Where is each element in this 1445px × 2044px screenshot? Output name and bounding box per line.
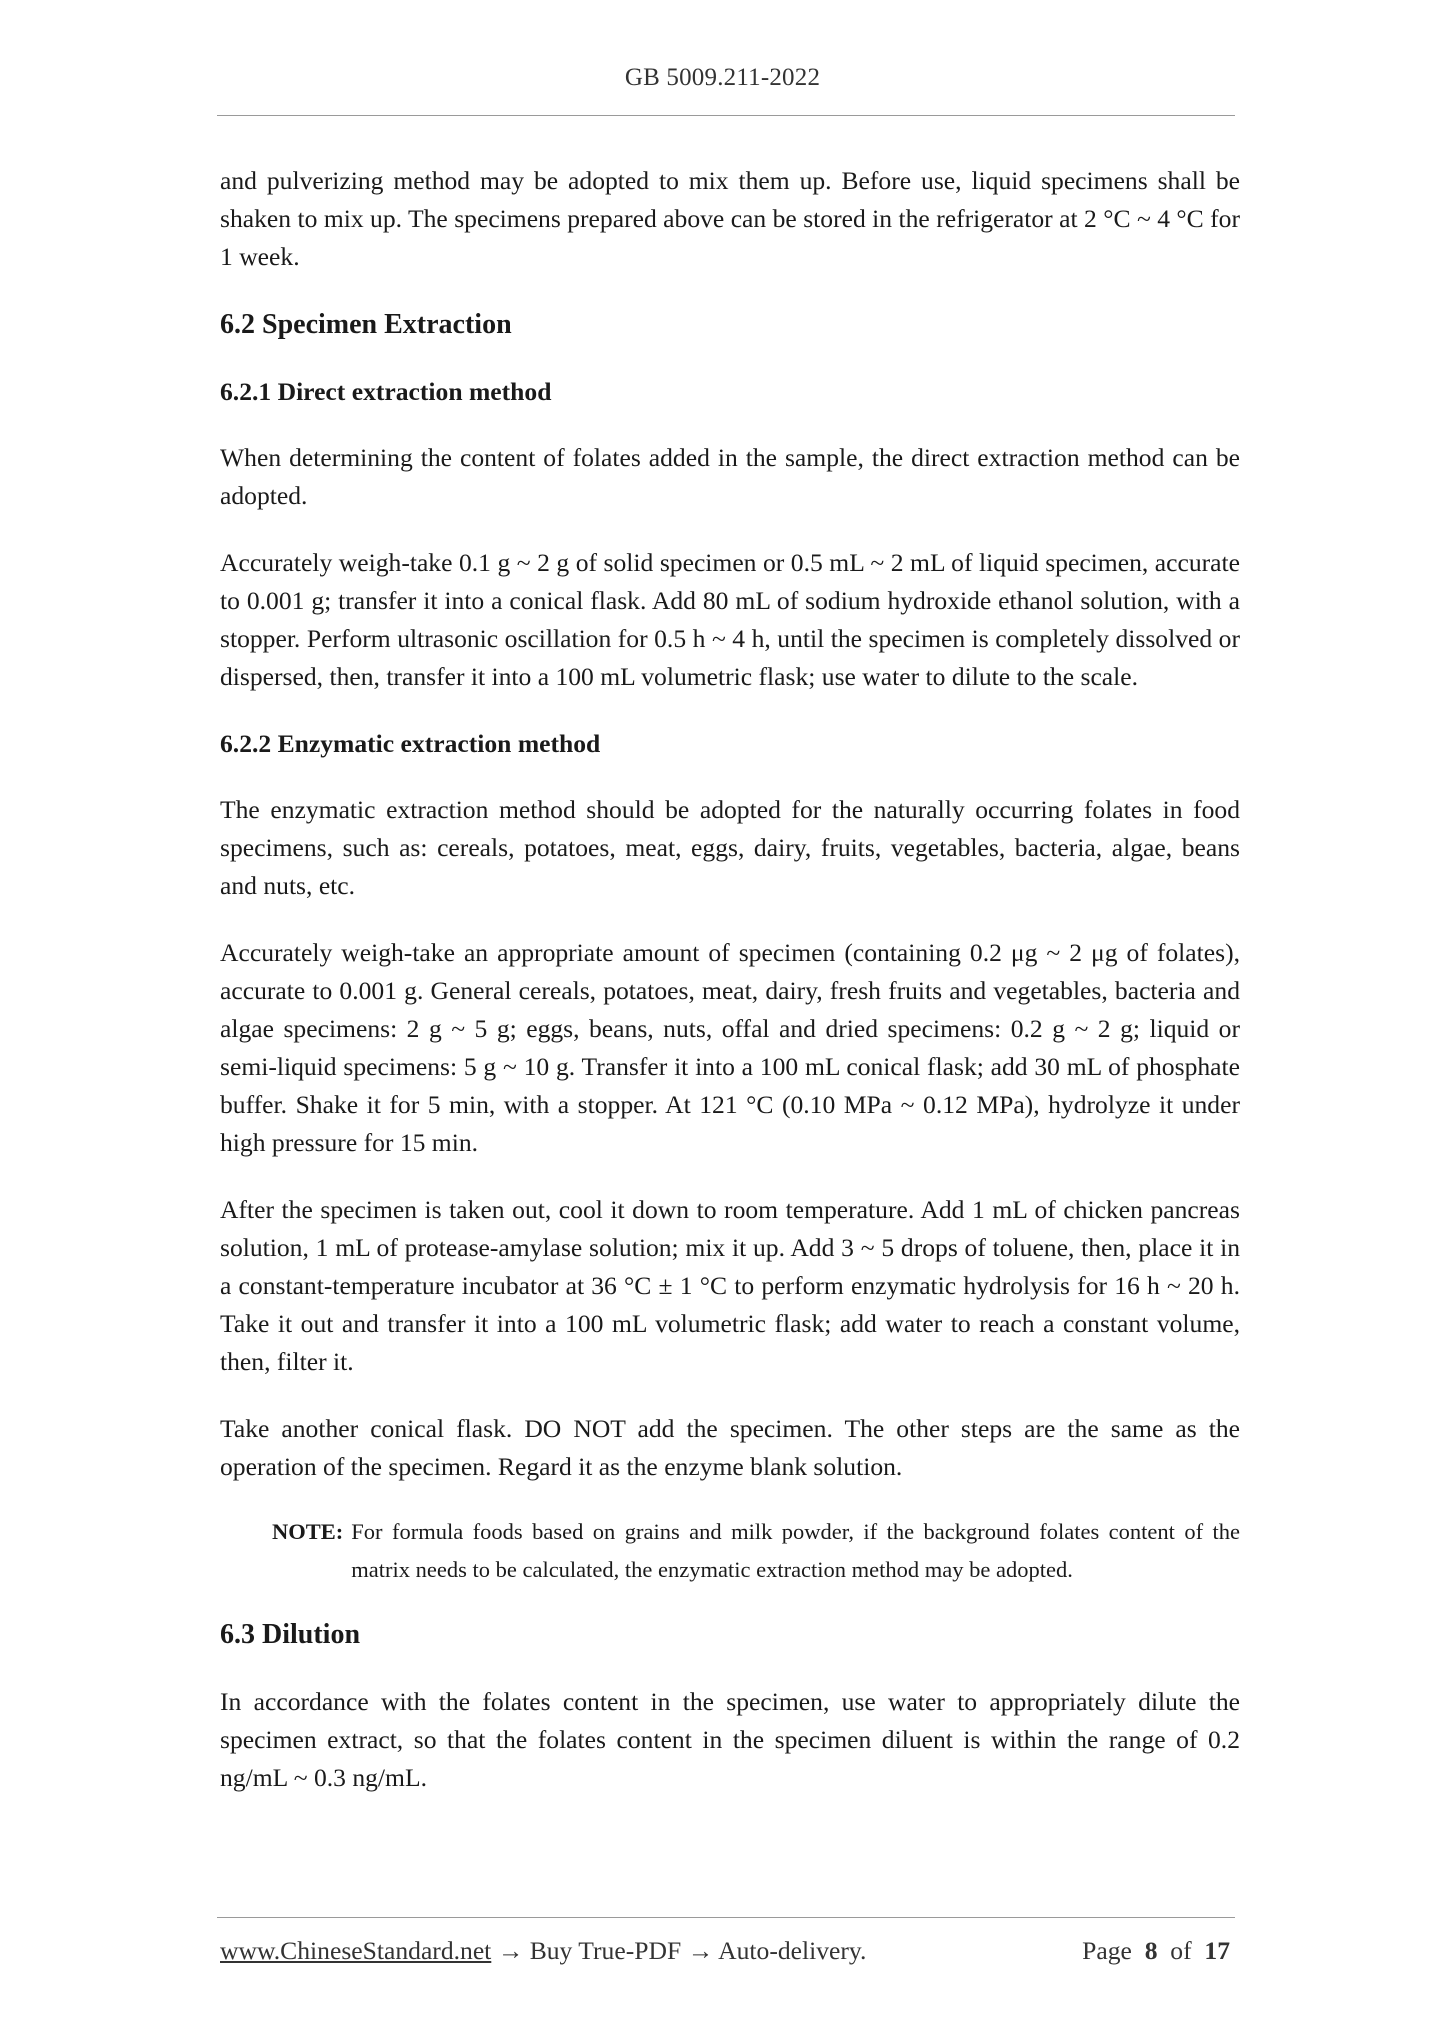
paragraph: Accurately weigh-take 0.1 g ~ 2 g of solid specimen or 0.5 mL ~ 2 mL of liquid specimen, accurate to 0.001 g; transfer it into a conical flask. Add 80 mL of sodium hydroxide ethanol solution, with a stopper. Perform ultrasonic oscillation for 0.5 h ~ 4 h, until the specimen is completely dissolved or dispersed, then, transfer it into a 100 mL volumetric flask; use water to dilute to the scale. xyxy=(220,548,1240,691)
note-text: For formula foods based on grains and milk powder, if the background folates content of the matrix needs to be calculated, the enzymatic extraction method may be adopted. xyxy=(351,1519,1240,1582)
page-of: of xyxy=(1170,1936,1192,1965)
footer-promo xyxy=(220,1936,866,1966)
page-label: Page xyxy=(1082,1936,1132,1965)
page-number xyxy=(1082,1936,1230,1966)
section-6-2-2-heading: 6.2.2 Enzymatic extraction method xyxy=(220,729,601,758)
section-6-2-1-heading: 6.2.1 Direct extraction method xyxy=(220,377,552,406)
document-code: GB 5009.211-2022 xyxy=(624,64,821,91)
promo-text: → Buy True-PDF → Auto-delivery. xyxy=(491,1936,867,1965)
paragraph: The enzymatic extraction method should be adopted for the naturally occurring folates in food specimens, such as: cereals, potatoes, meat, eggs, dairy, fruits, vegetables, bacteria, algae, beans and nuts, etc. xyxy=(220,795,1240,900)
paragraph: After the specimen is taken out, cool it down to room temperature. Add 1 mL of chicken pancreas solution, 1 mL of protease-amylase solution; mix it up. Add 3 ~ 5 drops of toluene, then, place it in a constant-temperature incubator at 36 °C ± 1 °C to perform enzymatic hydrolysis for 16 h ~ 20 h. Take it out and transfer it into a 100 mL volumetric flask; add water to reach a constant volume, then, filter it. xyxy=(220,1195,1240,1376)
footer-divider xyxy=(217,1917,1235,1918)
section-6-2-heading: 6.2 Specimen Extraction xyxy=(220,309,512,340)
page-total: 17 xyxy=(1204,1936,1230,1965)
header-divider xyxy=(217,115,1235,116)
paragraph: In accordance with the folates content in the specimen, use water to appropriately dilute the specimen extract, so that the folates content in the specimen diluent is within the range of 0.2 ng/mL ~ 0.3 ng/mL. xyxy=(220,1687,1240,1792)
note-label: NOTE: xyxy=(272,1519,344,1544)
paragraph: When determining the content of folates added in the sample, the direct extraction method can be adopted. xyxy=(220,443,1240,510)
page-current: 8 xyxy=(1144,1936,1158,1965)
paragraph: Take another conical flask. DO NOT add the specimen. The other steps are the same as the operation of the specimen. Regard it as the enzyme blank solution. xyxy=(220,1414,1240,1481)
section-6-3-heading: 6.3 Dilution xyxy=(220,1619,361,1650)
note-block xyxy=(272,1513,1240,1589)
paragraph: Accurately weigh-take an appropriate amount of specimen (containing 0.2 μg ~ 2 μg of folates), accurate to 0.001 g. General cereals, potatoes, meat, dairy, fresh fruits and vegetables, bacteria and algae specimens: 2 g ~ 5 g; eggs, beans, nuts, offal and dried specimens: 0.2 g ~ 2 g; liquid or semi-liquid specimens: 5 g ~ 10 g. Transfer it into a 100 mL conical flask; add 30 mL of phosphate buffer. Shake it for 5 min, with a stopper. At 121 °C (0.10 MPa ~ 0.12 MPa), hydrolyze it under high pressure for 15 min. xyxy=(220,938,1240,1157)
page-footer xyxy=(220,1936,1230,1966)
document-body xyxy=(220,162,1240,1826)
intro-paragraph: and pulverizing method may be adopted to mix them up. Before use, liquid specimens shall be shaken to mix up. The specimens prepared above can be stored in the refrigerator at 2 °C ~ 4 °C for 1 week. xyxy=(220,166,1240,271)
page-header xyxy=(0,64,1445,92)
website-link[interactable]: www.ChineseStandard.net xyxy=(220,1936,492,1965)
